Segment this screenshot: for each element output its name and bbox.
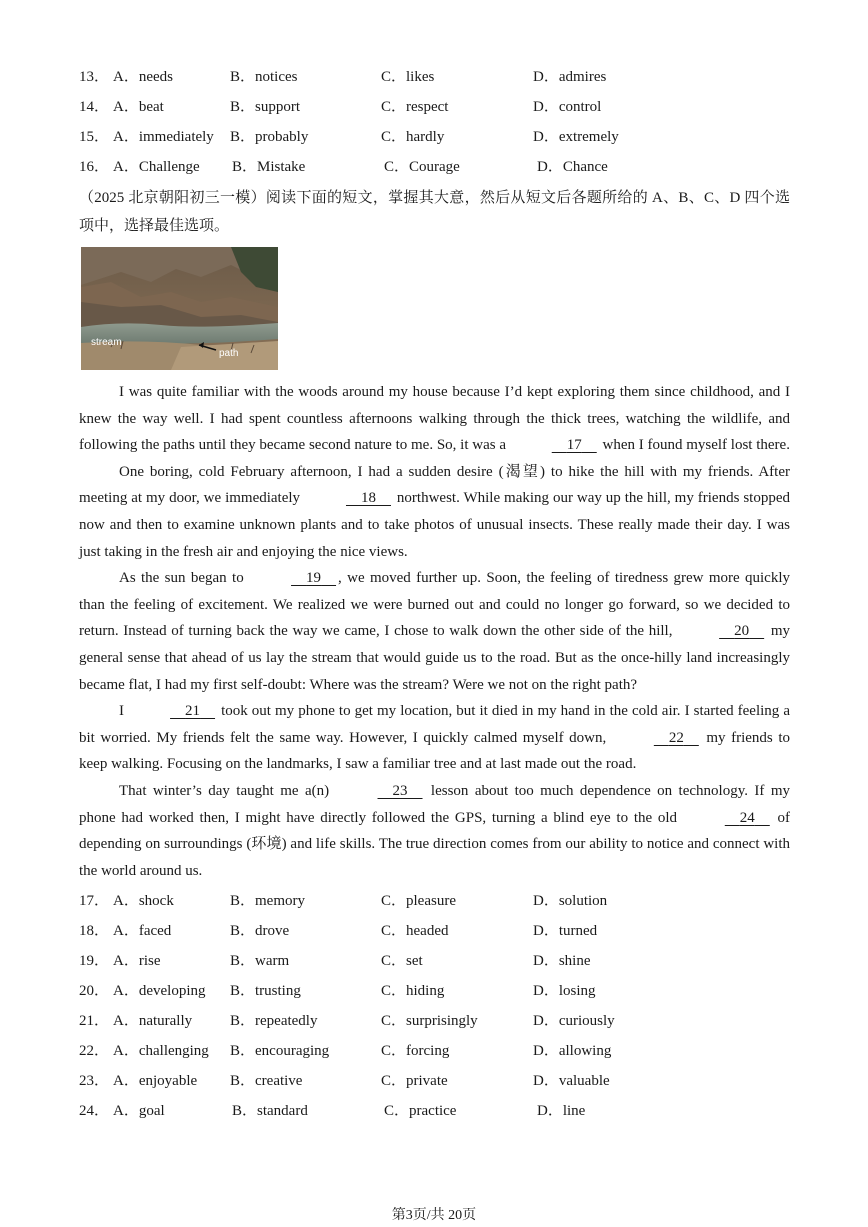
paragraph-text: my general sense that ahead of us lay the stream that would guide us to the road. But as the once-hilly land increasingly became flat, I had my first self-doubt: Where was the stream? Were we not on the right path? — [79, 623, 790, 693]
paragraph-text: That winter’s day taught me a(n) — [119, 782, 336, 799]
option-b: B．standard — [232, 1103, 308, 1119]
option-b: B．memory — [230, 893, 305, 909]
option-c: C．headed — [381, 923, 449, 939]
paragraph-text: my friends to keep walking. Focusing on the landmarks, I saw a familiar tree and at last made out the road. — [79, 729, 791, 773]
blank-17: 17 — [566, 437, 582, 454]
paragraph-text: , we moved further up. Soon, the feeling of tiredness grew more quickly than the feeling of excitement. We realized we were burned out and could no longer go forward, so we decided to return. Instead of turning back the way we came, I chose to walk down the other side of the hill, — [79, 570, 790, 640]
question-number: 22． — [79, 1043, 110, 1059]
question-number: 19． — [79, 953, 110, 969]
option-a: A．naturally — [113, 1013, 193, 1029]
option-c: C．pleasure — [381, 893, 456, 909]
paragraph-text: northwest. While making our way up the hill, my friends stopped now and then to examine unknown plants and to take photos of unusual insects. These really made their day. I was just taking in the fresh air and enjoying the nice views. — [79, 490, 790, 560]
blank-24: 24 — [739, 809, 755, 826]
option-b: B．warm — [230, 953, 290, 969]
paragraph-text: I was quite familiar with the woods around my house because I’d kept exploring them since childhood, and I knew the way well. I had spent countless afternoons walking through the thick trees, watching the wildlife, and following the paths until they became second nature to me. So, it was a — [79, 384, 790, 454]
option-c: C．likes — [381, 69, 435, 85]
option-a: A．goal — [113, 1103, 165, 1119]
question-number: 20． — [79, 983, 110, 999]
option-b: B．notices — [230, 69, 298, 85]
paragraph-text: took out my phone to get my location, but it died in my hand in the cold air. I started feeling a bit worried. My friends felt the same way. However, I quickly calmed myself down, — [79, 703, 790, 746]
option-b: B．drove — [230, 923, 290, 939]
option-c: C．forcing — [381, 1043, 450, 1059]
option-a: A．shock — [113, 893, 174, 909]
option-d: D．solution — [533, 893, 608, 909]
option-c: C．surprisingly — [381, 1013, 478, 1029]
option-a: A．challenging — [113, 1043, 209, 1059]
paragraph-text: As the sun began to — [119, 570, 250, 587]
section-instruction: （2025 北京朝阳初三一模）阅读下面的短文，掌握其大意，然后从短文后各题所给的 A、B、C、D 四个选项中，选择最佳选项。 — [79, 190, 790, 234]
option-c: C．practice — [384, 1103, 457, 1119]
option-b: B．encouraging — [230, 1043, 330, 1059]
question-number: 21． — [79, 1013, 110, 1029]
option-d: D．valuable — [533, 1073, 610, 1089]
option-c: C．hiding — [381, 983, 445, 999]
paragraph-2 — [79, 459, 790, 565]
option-a: A．rise — [113, 953, 161, 969]
paragraph-text: of depending on surroundings (环境) and life skills. The true direction comes from our ability to notice and connect with the world around us. — [79, 809, 791, 879]
option-d: D．shine — [533, 953, 591, 969]
question-number: 24． — [79, 1103, 110, 1119]
paragraph-text: One boring, cold February afternoon, I had a sudden desire (渴望) to hike the hill with my friends. After meeting at my door, we immediately — [79, 463, 790, 507]
option-d: D．extremely — [533, 129, 619, 145]
blank-18: 18 — [360, 490, 376, 507]
question-number: 15． — [79, 129, 110, 145]
question-number: 14． — [79, 99, 110, 115]
option-c: C．Courage — [384, 159, 460, 175]
option-c: C．private — [381, 1073, 448, 1089]
option-a: A．immediately — [113, 129, 214, 145]
option-b: B．trusting — [230, 983, 301, 999]
option-d: D．curiously — [533, 1013, 615, 1029]
blank-20: 20 — [734, 623, 750, 640]
paragraph-4 — [79, 698, 790, 778]
option-d: D．Chance — [537, 159, 608, 175]
option-a: A．needs — [113, 69, 173, 85]
option-c: C．hardly — [381, 129, 445, 145]
question-number: 17． — [79, 893, 110, 909]
question-number: 13． — [79, 69, 110, 85]
paragraph-text: when I found myself lost there. — [598, 437, 790, 454]
option-a: A．enjoyable — [113, 1073, 198, 1089]
blank-22: 22 — [668, 729, 684, 746]
option-a: A．beat — [113, 99, 164, 115]
question-number: 23． — [79, 1073, 110, 1089]
option-b: B．probably — [230, 129, 309, 145]
option-b: B．Mistake — [232, 159, 306, 175]
option-d: D．losing — [533, 983, 596, 999]
option-d: D．admires — [533, 69, 607, 85]
option-b: B．support — [230, 99, 301, 115]
paragraph-5 — [79, 778, 790, 884]
option-b: B．creative — [230, 1073, 303, 1089]
stream-photo — [81, 247, 278, 370]
blank-21: 21 — [185, 703, 201, 720]
option-d: D．control — [533, 99, 602, 115]
paragraph-1 — [79, 379, 790, 459]
stream-label: stream — [91, 337, 122, 348]
option-d: D．turned — [533, 923, 598, 939]
question-number: 16． — [79, 159, 110, 175]
option-c: C．set — [381, 953, 423, 969]
paragraph-3 — [79, 565, 790, 698]
option-d: D．allowing — [533, 1043, 612, 1059]
paragraph-text: lesson about too much dependence on technology. If my phone had worked then, I might have directly followed the GPS, turning a blind eye to the old — [79, 782, 790, 826]
option-c: C．respect — [381, 99, 449, 115]
option-a: A．Challenge — [113, 159, 200, 175]
option-a: A．faced — [113, 923, 172, 939]
option-a: A．developing — [113, 983, 206, 999]
path-label: path — [219, 348, 239, 359]
blank-23: 23 — [392, 782, 408, 799]
paragraph-text: I — [119, 703, 129, 720]
option-d: D．line — [537, 1103, 586, 1119]
reading-passage — [79, 379, 790, 884]
question-number: 18． — [79, 923, 110, 939]
blank-19: 19 — [306, 570, 322, 587]
page-number: 第3页/共 20页 — [391, 1208, 477, 1223]
option-b: B．repeatedly — [230, 1013, 318, 1029]
